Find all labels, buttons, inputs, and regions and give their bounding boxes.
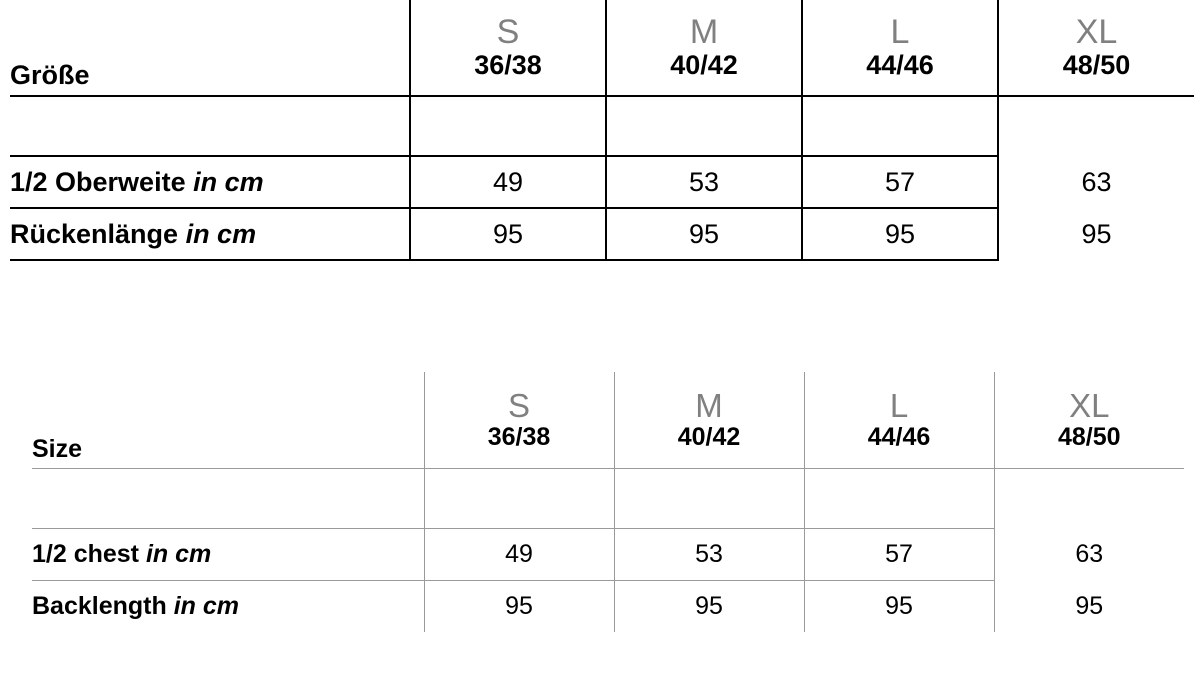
- spacer-cell-label: [32, 468, 424, 528]
- table-row: [10, 156, 1194, 208]
- header-col-l-range: 44/46: [867, 422, 931, 451]
- row-label-backlength: [32, 580, 424, 632]
- row-label-chest: [32, 528, 424, 580]
- cell-chest-l: 57: [804, 528, 994, 580]
- cell-backlength-l: 95: [804, 580, 994, 632]
- header-label-cell: [32, 372, 424, 468]
- header-col-xl: [998, 0, 1194, 96]
- header-label-text: Size: [32, 434, 83, 463]
- row-label-chest-unit: in cm: [193, 166, 264, 197]
- row-label-chest-unit: in cm: [145, 539, 212, 568]
- spacer-cell-m: [606, 96, 802, 156]
- header-label-cell: [10, 0, 410, 96]
- header-col-l-letter: L: [889, 387, 909, 425]
- cell-backlength-m: 95: [606, 208, 802, 260]
- table-spacer-row: [10, 96, 1194, 156]
- cell-chest-l: 57: [802, 156, 998, 208]
- header-col-m-letter: M: [689, 13, 719, 52]
- header-col-s-range: 36/38: [474, 50, 542, 81]
- spacer-cell-l: [802, 96, 998, 156]
- header-col-xl-letter: XL: [1075, 13, 1118, 52]
- size-table-english: [32, 372, 1178, 632]
- header-col-m-range: 40/42: [670, 50, 738, 81]
- row-label-chest-text: 1/2 Oberweite: [10, 166, 194, 197]
- table-row: [10, 208, 1194, 260]
- header-col-xl: [994, 372, 1184, 468]
- row-label-chest: [10, 156, 410, 208]
- header-col-s-range: 36/38: [487, 422, 551, 451]
- cell-backlength-s: 95: [410, 208, 606, 260]
- header-col-xl-range: 48/50: [1057, 422, 1121, 451]
- row-label-backlength: [10, 208, 410, 260]
- header-col-l-range: 44/46: [866, 50, 934, 81]
- table-row: [32, 580, 1184, 632]
- cell-backlength-l: 95: [802, 208, 998, 260]
- row-label-backlength-unit: in cm: [173, 591, 239, 620]
- header-label-text: Größe: [10, 60, 90, 90]
- row-label-backlength-text: Backlength: [32, 591, 174, 620]
- spacer-cell-xl: [998, 96, 1194, 156]
- row-label-chest-text: 1/2 chest: [32, 539, 146, 568]
- row-label-backlength-text: Rückenlänge: [10, 218, 186, 249]
- cell-backlength-xl: 95: [1081, 218, 1112, 249]
- table-header-row: [32, 372, 1184, 468]
- size-table-german: [10, 0, 1190, 261]
- spacer-cell-s: [424, 468, 614, 528]
- cell-chest-m: 53: [606, 156, 802, 208]
- spacer-cell-m: [614, 468, 804, 528]
- header-col-m: [606, 0, 802, 96]
- header-col-m-letter: M: [695, 387, 723, 425]
- row-label-backlength-unit: in cm: [185, 218, 257, 249]
- size-table-german-grid: [10, 0, 1194, 261]
- header-col-m: [614, 372, 804, 468]
- spacer-cell-s: [410, 96, 606, 156]
- table-spacer-row: [32, 468, 1184, 528]
- header-col-s-letter: S: [507, 387, 530, 425]
- cell-chest-m: 53: [614, 528, 804, 580]
- table-row: [32, 528, 1184, 580]
- cell-chest-xl: 63: [1081, 166, 1112, 197]
- header-col-s-letter: S: [496, 13, 520, 52]
- cell-chest-s: 49: [424, 528, 614, 580]
- header-col-s: [424, 372, 614, 468]
- size-table-english-grid: [32, 372, 1184, 632]
- header-col-l: [804, 372, 994, 468]
- cell-backlength-xl: 95: [1075, 591, 1104, 620]
- cell-chest-xl: 63: [1075, 539, 1104, 568]
- table-header-row: [10, 0, 1194, 96]
- spacer-cell-l: [804, 468, 994, 528]
- cell-backlength-m: 95: [614, 580, 804, 632]
- cell-backlength-s: 95: [424, 580, 614, 632]
- cell-chest-s: 49: [410, 156, 606, 208]
- spacer-cell-xl: [994, 468, 1184, 528]
- header-col-s: [410, 0, 606, 96]
- header-col-xl-letter: XL: [1069, 387, 1110, 425]
- header-col-m-range: 40/42: [677, 422, 741, 451]
- header-col-l: [802, 0, 998, 96]
- header-col-xl-range: 48/50: [1062, 50, 1131, 81]
- spacer-cell-label: [10, 96, 410, 156]
- header-col-l-letter: L: [890, 13, 910, 52]
